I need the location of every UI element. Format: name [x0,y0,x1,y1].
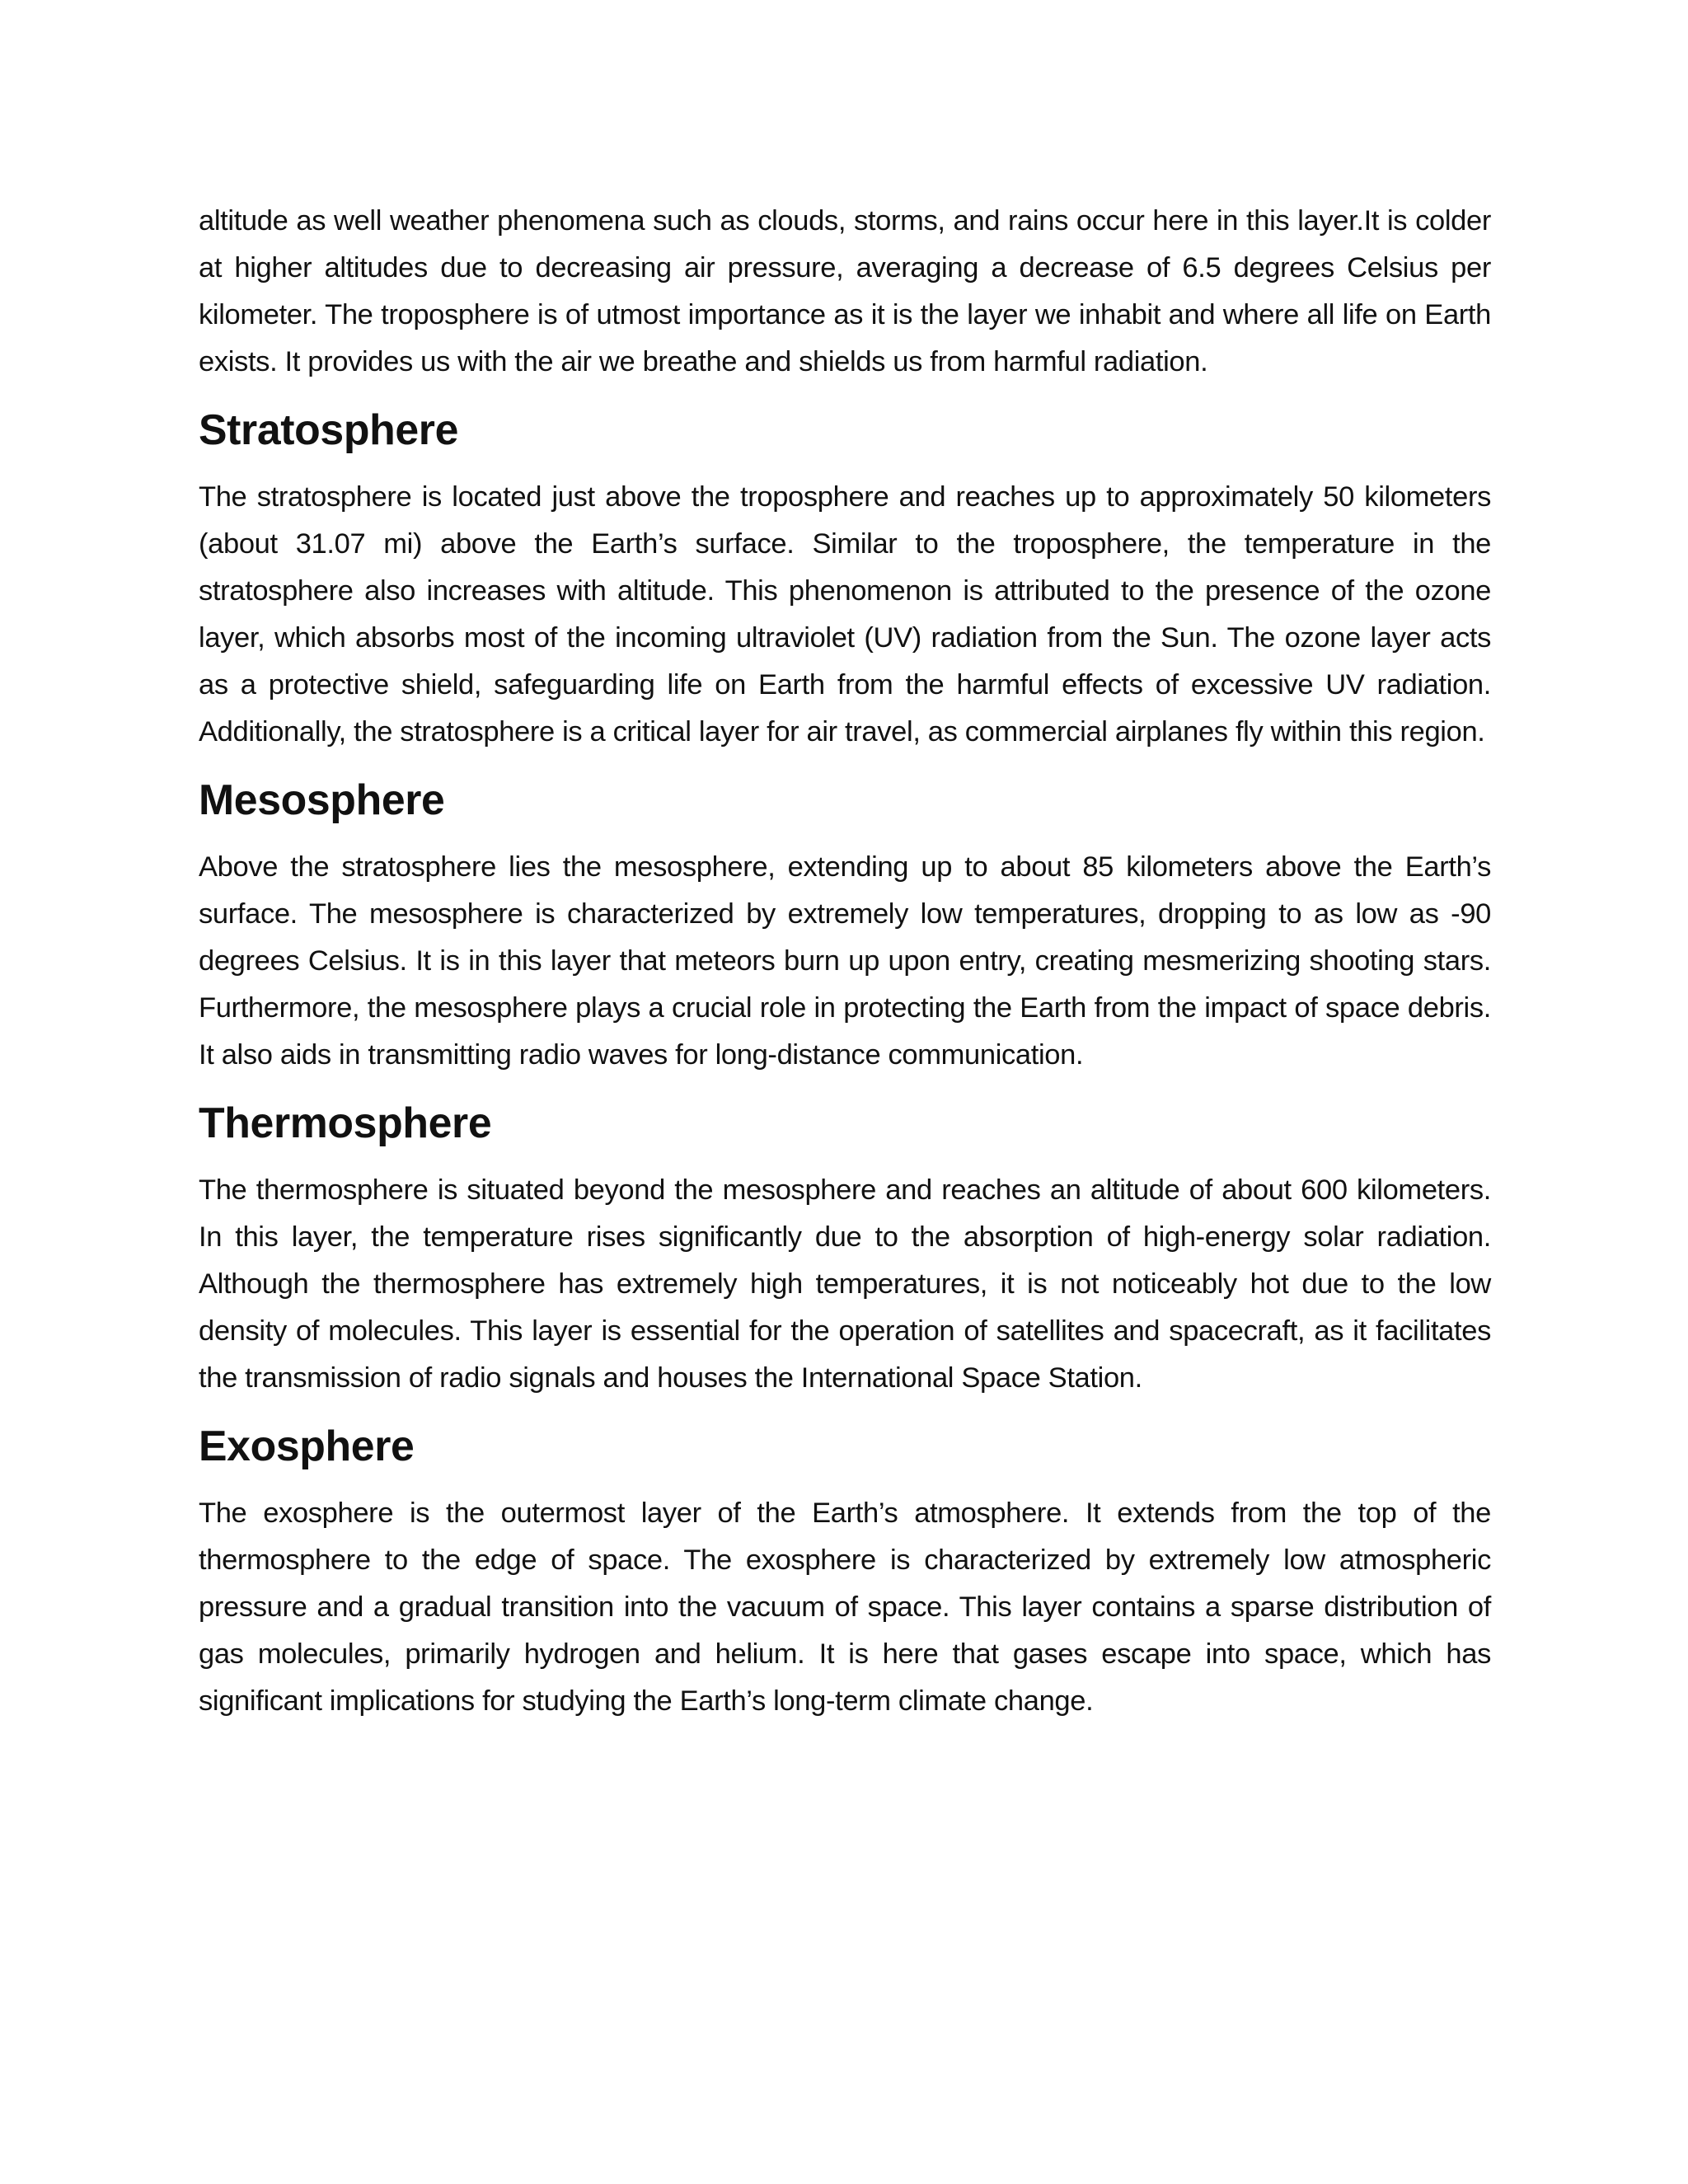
section-heading-mesosphere: Mesosphere [199,776,445,823]
section-body-stratosphere: The stratosphere is located just above the troposphere and reaches up to approximately 50 kilometers (about 31.07 mi) above the Earth’s surface. Similar to the troposphere, the temperature in the stratosphere also increases with altitude. This phenomenon is attributed to the presence of the ozone layer, which absorbs most of the incoming ultraviolet (UV) radiation from the Sun. The ozone layer acts as a protective shield, safeguarding life on Earth from the harmful effects of excessive UV radiation. Additionally, the stratosphere is a critical layer for air travel, as commercial airplanes fly within this region. [199,481,1491,748]
section-body-exosphere: The exosphere is the outermost layer of the Earth’s atmosphere. It extends from the top of the thermosphere to the edge of space. The exosphere is characterized by extremely low atmospheric pressure and a gradual transition into the vacuum of space. This layer contains a sparse distribution of gas molecules, primarily hydrogen and helium. It is here that gases escape into space, which has significant implications for studying the Earth’s long-term climate change. [199,1497,1491,1717]
section-heading-stratosphere: Stratosphere [199,405,459,453]
section-body-thermosphere: The thermosphere is situated beyond the mesosphere and reaches an altitude of about 600 kilometers. In this layer, the temperature rises significantly due to the absorption of high-energy solar radiation. Although the thermosphere has extremely high temperatures, it is not noticeably hot due to the low density of molecules. This layer is essential for the operation of satellites and spacecraft, as it facilitates the transmission of radio signals and houses the International Space Station. [199,1174,1491,1394]
document-page [199,198,1491,1725]
section-body-mesosphere: Above the stratosphere lies the mesosphere, extending up to about 85 kilometers above the Earth’s surface. The mesosphere is characterized by extremely low temperatures, dropping to as low as -90 degrees Celsius. It is in this layer that meteors burn up upon entry, creating mesmerizing shooting stars. Furthermore, the mesosphere plays a crucial role in protecting the Earth from the impact of space debris. It also aids in transmitting radio waves for long-distance communication. [199,851,1491,1071]
section-heading-exosphere: Exosphere [199,1422,415,1469]
section-heading-thermosphere: Thermosphere [199,1099,492,1146]
intro-paragraph: altitude as well weather phenomena such as clouds, storms, and rains occur here in this layer.It is colder at higher altitudes due to decreasing air pressure, averaging a decrease of 6.5 degrees Celsius per kilometer. The troposphere is of utmost importance as it is the layer we inhabit and where all life on Earth exists. It provides us with the air we breathe and shields us from harmful radiation. [199,205,1491,377]
